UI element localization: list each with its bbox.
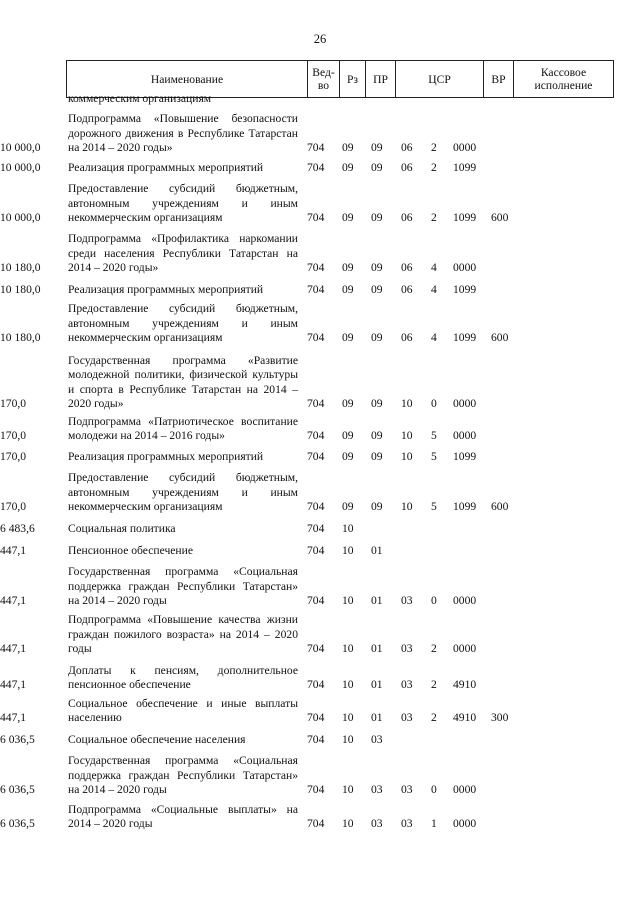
row-name: Предоставление субсидий бюджетным, автономным учреждениям и иным некоммерческим организациям bbox=[68, 471, 298, 513]
cell-csr1: 03 bbox=[401, 642, 413, 655]
cell-rz: 09 bbox=[342, 331, 354, 344]
row-name: Государственная программа «Развитие молодежной политики, физической культуры и спорта в Республике Татарстан на 2014 – 2020 годы» bbox=[68, 354, 298, 410]
cell-pr: 03 bbox=[371, 817, 383, 830]
cell-pr: 01 bbox=[371, 594, 383, 607]
cell-rz: 09 bbox=[342, 397, 354, 410]
cell-pr: 09 bbox=[371, 429, 383, 442]
cell-amount: 6 483,6 bbox=[0, 522, 35, 535]
cell-vr: 600 bbox=[491, 211, 509, 224]
cell-csr3: 0000 bbox=[453, 397, 477, 410]
row-name: Пенсионное обеспечение bbox=[68, 543, 193, 557]
header-pr: ПР bbox=[365, 61, 395, 97]
row-name: Доплаты к пенсиям, дополнительное пенсионное обеспечение bbox=[68, 663, 298, 691]
cell-vedo: 704 bbox=[307, 817, 325, 830]
cell-rz: 10 bbox=[342, 678, 354, 691]
cell-pr: 09 bbox=[371, 161, 383, 174]
cell-vedo: 704 bbox=[307, 450, 325, 463]
cell-csr2: 4 bbox=[431, 331, 437, 344]
cell-vedo: 704 bbox=[307, 261, 325, 274]
cell-rz: 09 bbox=[342, 211, 354, 224]
cell-csr1: 10 bbox=[401, 397, 413, 410]
cell-pr: 09 bbox=[371, 500, 383, 513]
cell-rz: 10 bbox=[342, 642, 354, 655]
cell-csr1: 03 bbox=[401, 817, 413, 830]
cell-amount: 10 180,0 bbox=[0, 283, 41, 296]
cell-vr: 600 bbox=[491, 331, 509, 344]
cell-csr3: 1099 bbox=[453, 161, 477, 174]
cell-vedo: 704 bbox=[307, 211, 325, 224]
cell-csr3: 0000 bbox=[453, 817, 477, 830]
cell-pr: 09 bbox=[371, 397, 383, 410]
header-rz: Рз bbox=[339, 61, 365, 97]
row-name: Государственная программа «Социальная поддержка граждан Республики Татарстан» на 2014 – 2020 годы bbox=[68, 754, 298, 796]
cell-pr: 09 bbox=[371, 141, 383, 154]
cell-csr1: 03 bbox=[401, 711, 413, 724]
cell-csr2: 0 bbox=[431, 397, 437, 410]
row-name: Реализация программных мероприятий bbox=[68, 282, 264, 296]
cell-vedo: 704 bbox=[307, 594, 325, 607]
cell-csr1: 06 bbox=[401, 211, 413, 224]
cell-csr2: 5 bbox=[431, 500, 437, 513]
cell-csr3: 0000 bbox=[453, 261, 477, 274]
cell-vedo: 704 bbox=[307, 711, 325, 724]
cell-rz: 09 bbox=[342, 283, 354, 296]
cell-pr: 01 bbox=[371, 544, 383, 557]
cell-vedo: 704 bbox=[307, 522, 325, 535]
row-name: Подпрограмма «Патриотическое воспитание молодежи на 2014 – 2016 годы» bbox=[68, 414, 298, 442]
cell-amount: 10 000,0 bbox=[0, 161, 41, 174]
cell-amount: 170,0 bbox=[0, 429, 27, 442]
cell-csr2: 0 bbox=[431, 594, 437, 607]
cell-csr1: 10 bbox=[401, 450, 413, 463]
cell-amount: 6 036,5 bbox=[0, 733, 35, 746]
row-name: Социальная политика bbox=[68, 521, 176, 535]
row-name: Социальное обеспечение и иные выплаты населению bbox=[68, 696, 298, 724]
cell-csr3: 1099 bbox=[453, 450, 477, 463]
row-name: Подпрограмма «Профилактика наркомании среди населения Республики Татарстан на 2014 – 2020 годы» bbox=[68, 232, 298, 274]
cell-csr3: 1099 bbox=[453, 283, 477, 296]
cell-amount: 447,1 bbox=[0, 711, 27, 724]
cell-rz: 10 bbox=[342, 544, 354, 557]
cell-csr1: 10 bbox=[401, 500, 413, 513]
cell-csr3: 0000 bbox=[453, 642, 477, 655]
header-vedo: Вед-во bbox=[307, 61, 339, 97]
cell-pr: 09 bbox=[371, 261, 383, 274]
row-name: Подпрограмма «Повышение качества жизни граждан пожилого возраста» на 2014 – 2020 годы bbox=[68, 613, 298, 655]
cell-csr1: 06 bbox=[401, 161, 413, 174]
cell-amount: 447,1 bbox=[0, 678, 27, 691]
row-name: Социальное обеспечение населения bbox=[68, 732, 246, 746]
cell-csr2: 2 bbox=[431, 211, 437, 224]
cell-vedo: 704 bbox=[307, 141, 325, 154]
row-name: Подпрограмма «Социальные выплаты» на 2014 – 2020 годы bbox=[68, 802, 298, 830]
cell-amount: 10 180,0 bbox=[0, 331, 41, 344]
cell-csr3: 0000 bbox=[453, 594, 477, 607]
cell-rz: 09 bbox=[342, 161, 354, 174]
row-name: Реализация программных мероприятий bbox=[68, 449, 264, 463]
cell-csr1: 06 bbox=[401, 141, 413, 154]
cell-csr1: 06 bbox=[401, 283, 413, 296]
cell-vedo: 704 bbox=[307, 733, 325, 746]
cell-vr: 600 bbox=[491, 500, 509, 513]
cell-csr2: 1 bbox=[431, 817, 437, 830]
cell-csr1: 03 bbox=[401, 783, 413, 796]
cell-rz: 09 bbox=[342, 500, 354, 513]
cell-amount: 10 000,0 bbox=[0, 211, 41, 224]
cell-csr2: 2 bbox=[431, 678, 437, 691]
cell-vr: 300 bbox=[491, 711, 509, 724]
cell-pr: 03 bbox=[371, 783, 383, 796]
cell-csr3: 0000 bbox=[453, 141, 477, 154]
cell-csr2: 4 bbox=[431, 283, 437, 296]
cell-rz: 09 bbox=[342, 429, 354, 442]
cell-vedo: 704 bbox=[307, 678, 325, 691]
cell-csr2: 2 bbox=[431, 141, 437, 154]
cell-pr: 03 bbox=[371, 733, 383, 746]
cell-csr2: 2 bbox=[431, 161, 437, 174]
cell-csr3: 4910 bbox=[453, 678, 477, 691]
cell-csr1: 03 bbox=[401, 678, 413, 691]
cell-csr3: 0000 bbox=[453, 783, 477, 796]
cell-csr3: 4910 bbox=[453, 711, 477, 724]
cell-vedo: 704 bbox=[307, 161, 325, 174]
cell-amount: 170,0 bbox=[0, 397, 27, 410]
header-amount: Кассовое исполнение bbox=[513, 61, 613, 97]
cell-rz: 10 bbox=[342, 711, 354, 724]
cell-csr2: 5 bbox=[431, 450, 437, 463]
header-name: Наименование bbox=[150, 72, 224, 86]
header-vr: ВР bbox=[483, 61, 513, 97]
cell-csr3: 0000 bbox=[453, 429, 477, 442]
cell-csr2: 5 bbox=[431, 429, 437, 442]
cell-pr: 09 bbox=[371, 283, 383, 296]
cell-pr: 01 bbox=[371, 642, 383, 655]
cell-vedo: 704 bbox=[307, 500, 325, 513]
cell-vedo: 704 bbox=[307, 283, 325, 296]
row-name: Подпрограмма «Повышение безопасности дорожного движения в Республике Татарстан на 2014 – 2020 годы» bbox=[68, 112, 298, 154]
cell-csr3: 1099 bbox=[453, 211, 477, 224]
cell-csr3: 1099 bbox=[453, 500, 477, 513]
cell-csr2: 2 bbox=[431, 642, 437, 655]
header-csr: ЦСР bbox=[395, 61, 483, 97]
cell-pr: 09 bbox=[371, 450, 383, 463]
cell-pr: 09 bbox=[371, 331, 383, 344]
cell-csr2: 0 bbox=[431, 783, 437, 796]
cell-amount: 6 036,5 bbox=[0, 817, 35, 830]
cell-rz: 09 bbox=[342, 261, 354, 274]
cell-csr1: 10 bbox=[401, 429, 413, 442]
cell-vedo: 704 bbox=[307, 397, 325, 410]
cell-csr1: 06 bbox=[401, 261, 413, 274]
cell-rz: 10 bbox=[342, 522, 354, 535]
cell-rz: 09 bbox=[342, 141, 354, 154]
cell-rz: 10 bbox=[342, 733, 354, 746]
cell-vedo: 704 bbox=[307, 783, 325, 796]
continuation-text: коммерческим организациям bbox=[68, 92, 212, 105]
cell-vedo: 704 bbox=[307, 642, 325, 655]
page-number: 26 bbox=[313, 32, 327, 46]
cell-rz: 09 bbox=[342, 450, 354, 463]
cell-csr2: 4 bbox=[431, 261, 437, 274]
row-name: Предоставление субсидий бюджетным, автономным учреждениям и иным некоммерческим организациям bbox=[68, 302, 298, 344]
cell-amount: 10 180,0 bbox=[0, 261, 41, 274]
cell-pr: 01 bbox=[371, 678, 383, 691]
cell-csr1: 03 bbox=[401, 594, 413, 607]
row-name: Реализация программных мероприятий bbox=[68, 160, 264, 174]
row-name: Предоставление субсидий бюджетным, автономным учреждениям и иным некоммерческим организациям bbox=[68, 182, 298, 224]
cell-vedo: 704 bbox=[307, 544, 325, 557]
cell-pr: 01 bbox=[371, 711, 383, 724]
cell-rz: 10 bbox=[342, 817, 354, 830]
cell-amount: 170,0 bbox=[0, 500, 27, 513]
cell-amount: 447,1 bbox=[0, 642, 27, 655]
cell-csr2: 2 bbox=[431, 711, 437, 724]
cell-vedo: 704 bbox=[307, 331, 325, 344]
cell-vedo: 704 bbox=[307, 429, 325, 442]
row-name: Государственная программа «Социальная поддержка граждан Республики Татарстан» на 2014 – 2020 годы bbox=[68, 565, 298, 607]
cell-amount: 10 000,0 bbox=[0, 141, 41, 154]
cell-amount: 170,0 bbox=[0, 450, 27, 463]
cell-amount: 6 036,5 bbox=[0, 783, 35, 796]
cell-pr: 09 bbox=[371, 211, 383, 224]
cell-amount: 447,1 bbox=[0, 594, 27, 607]
cell-amount: 447,1 bbox=[0, 544, 27, 557]
cell-rz: 10 bbox=[342, 594, 354, 607]
cell-csr1: 06 bbox=[401, 331, 413, 344]
cell-rz: 10 bbox=[342, 783, 354, 796]
cell-csr3: 1099 bbox=[453, 331, 477, 344]
